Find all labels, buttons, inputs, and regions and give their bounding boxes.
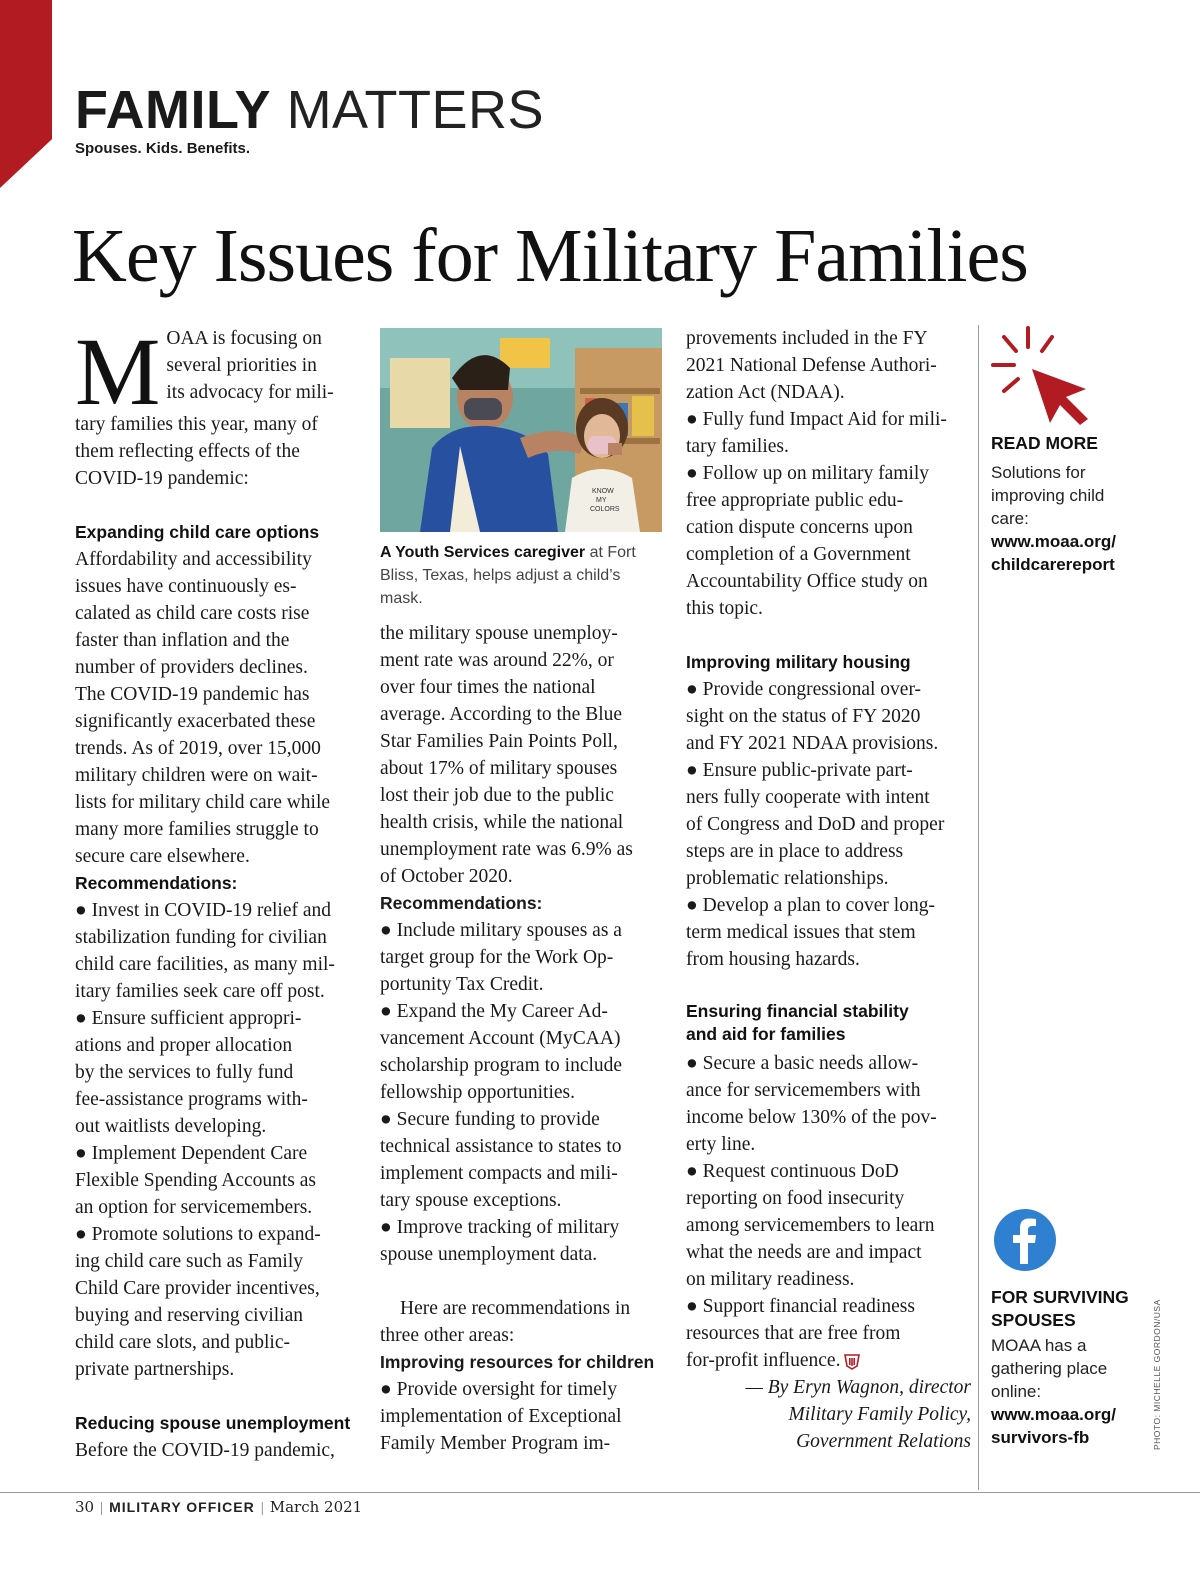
- text-line: calated as child care costs rise: [75, 603, 310, 624]
- surviving-spouses-text: online:: [991, 1382, 1042, 1401]
- text-line: average. According to the Blue: [380, 704, 623, 725]
- article-column-2: [380, 620, 665, 1457]
- text-line: about 17% of military spouses: [380, 758, 618, 779]
- surviving-spouses-link[interactable]: www.moaa.org/: [991, 1405, 1117, 1424]
- text-line: military children were on wait-: [75, 765, 318, 786]
- text-line: Here are recommendations in: [400, 1298, 631, 1319]
- bullet-line: income below 130% of the pov-: [686, 1107, 937, 1128]
- text-line: three other areas:: [380, 1325, 515, 1346]
- bullet-line: ations and proper allocation: [75, 1035, 293, 1056]
- bullet-line: resources that are free from: [686, 1323, 901, 1344]
- bullet-line: this topic.: [686, 598, 763, 619]
- bullet-line: fellowship opportunities.: [380, 1082, 575, 1103]
- read-more-text: improving child: [991, 486, 1105, 505]
- byline-line: Government Relations: [796, 1431, 971, 1452]
- last-line-text: for-profit influence.: [686, 1350, 841, 1371]
- text-line: provements included in the FY: [686, 328, 928, 349]
- bullet-line: completion of a Government: [686, 544, 911, 565]
- bullet-line: child care facilities, as many mil-: [75, 954, 335, 975]
- surviving-spouses-text: MOAA has a: [991, 1336, 1087, 1355]
- surviving-spouses-box: [991, 1286, 1161, 1449]
- byline-line: — By Eryn Wagnon, director: [745, 1377, 971, 1398]
- facebook-icon[interactable]: [993, 1208, 1057, 1272]
- bullet-line: ● Develop a plan to cover long-: [686, 895, 935, 916]
- text-line: over four times the national: [380, 677, 596, 698]
- bullet-line: ● Include military spouses as a: [380, 920, 622, 941]
- bullet-line: itary families seek care off post.: [75, 981, 325, 1002]
- bullet-line: ● Request continuous DoD: [686, 1161, 899, 1182]
- bullet-line: ance for servicemembers with: [686, 1080, 921, 1101]
- bullet-line: buying and reserving civilian: [75, 1305, 303, 1326]
- caption-text: at Fort Bliss, Texas, helps adjust a child’s mask.: [380, 544, 636, 607]
- drop-cap: M: [75, 318, 161, 425]
- bullet-line: ● Ensure sufficient appropri-: [75, 1008, 302, 1029]
- text-line: them reflecting effects of the: [75, 441, 300, 462]
- surviving-spouses-title: FOR SURVIVING: [991, 1287, 1129, 1307]
- bullet-line: ● Provide congressional over-: [686, 679, 922, 700]
- article-photo: [380, 328, 662, 532]
- text-line: faster than inflation and the: [75, 630, 290, 651]
- bullet-line: an option for servicemembers.: [75, 1197, 313, 1218]
- read-more-text: care:: [991, 509, 1029, 528]
- svg-text:COLORS: COLORS: [590, 506, 620, 513]
- surviving-spouses-text: gathering place: [991, 1359, 1108, 1378]
- bullet-line: among servicemembers to learn: [686, 1215, 935, 1236]
- bullet-line: ● Secure funding to provide: [380, 1109, 600, 1130]
- bullet-line: ● Fully fund Impact Aid for mili-: [686, 409, 947, 430]
- article-column-1: [75, 318, 360, 1464]
- subhead-spouse-unemployment: Reducing spouse unemployment: [75, 1413, 351, 1433]
- read-more-title: READ MORE: [991, 433, 1098, 453]
- subhead-financial-stability: Ensuring financial stability: [686, 1001, 909, 1021]
- text-line: unemployment rate was 6.9% as: [380, 839, 633, 860]
- bullet-line: ing child care such as Family: [75, 1251, 303, 1272]
- bullet-line: Flexible Spending Accounts as: [75, 1170, 317, 1191]
- bullet-line: private partnerships.: [75, 1359, 235, 1380]
- bullet-line: out waitlists developing.: [75, 1116, 267, 1137]
- issue-date: March 2021: [269, 1498, 363, 1516]
- page-title: Key Issues for Military Families: [72, 214, 1028, 298]
- read-more-box: [991, 432, 1161, 576]
- bullet-line: tary spouse exceptions.: [380, 1190, 562, 1211]
- bullet-line: fee-assistance programs with-: [75, 1089, 308, 1110]
- bullet-line: term medical issues that stem: [686, 922, 916, 943]
- text-line: Affordability and accessibility: [75, 549, 312, 570]
- text-line: trends. As of 2019, over 15,000: [75, 738, 321, 759]
- bullet-line: scholarship program to include: [380, 1055, 623, 1076]
- byline-line: Military Family Policy,: [788, 1404, 971, 1425]
- surviving-spouses-link[interactable]: survivors-fb: [991, 1428, 1090, 1447]
- bullet-line: problematic relationships.: [686, 868, 889, 889]
- subhead-military-housing: Improving military housing: [686, 652, 911, 672]
- bullet-line: ● Expand the My Career Ad-: [380, 1001, 608, 1022]
- photo-credit: PHOTO: MICHELLE GORDON/USA: [1152, 1299, 1162, 1450]
- bullet-line: reporting on food insecurity: [686, 1188, 905, 1209]
- text-line: the military spouse unemploy-: [380, 623, 618, 644]
- bullet-line: ● Support financial readiness: [686, 1296, 915, 1317]
- text-line: Before the COVID-19 pandemic,: [75, 1440, 335, 1461]
- bullet-line: tary families.: [686, 436, 789, 457]
- text-line: lists for military child care while: [75, 792, 331, 813]
- text-line: number of providers declines.: [75, 657, 308, 678]
- bullet-line: from housing hazards.: [686, 949, 860, 970]
- click-cursor-icon: [990, 325, 1090, 425]
- section-title-light: MATTERS: [286, 80, 545, 140]
- bullet-line: ● Implement Dependent Care: [75, 1143, 308, 1164]
- caregiver-photo-illustration: [380, 328, 662, 532]
- footer-rule: [0, 1492, 1200, 1493]
- bullet-line: free appropriate public edu-: [686, 490, 904, 511]
- bullet-line: portunity Tax Credit.: [380, 974, 544, 995]
- bullet-line: ● Ensure public-private part-: [686, 760, 913, 781]
- section-tagline: Spouses. Kids. Benefits.: [75, 140, 251, 157]
- bullet-line: ners fully cooperate with intent: [686, 787, 930, 808]
- recommendations-label: Recommendations:: [380, 893, 543, 913]
- bullet-line: Accountability Office study on: [686, 571, 928, 592]
- bullet-line: cation dispute concerns upon: [686, 517, 913, 538]
- bullet-line: by the services to fully fund: [75, 1062, 294, 1083]
- text-line: issues have continuously es-: [75, 576, 297, 597]
- text-line: lost their job due to the public: [380, 785, 614, 806]
- bullet-line: stabilization funding for civilian: [75, 927, 327, 948]
- bullet-line: ● Invest in COVID-19 relief and: [75, 900, 332, 921]
- bullet-line: ● Improve tracking of military: [380, 1217, 620, 1238]
- section-title: [75, 80, 544, 140]
- caption-lead: A Youth Services caregiver: [380, 544, 586, 561]
- column-divider: [978, 325, 979, 1490]
- text-line: [686, 1347, 971, 1374]
- bullet-line: spouse unemployment data.: [380, 1244, 598, 1265]
- article-column-3: [686, 325, 971, 1455]
- text-line: significantly exacerbated these: [75, 711, 316, 732]
- bullet-line: steps are in place to address: [686, 841, 904, 862]
- photo-caption: [380, 541, 665, 610]
- text-line: of October 2020.: [380, 866, 513, 887]
- bullet-line: on military readiness.: [686, 1269, 855, 1290]
- text-line: zation Act (NDAA).: [686, 382, 845, 403]
- section-title-bold: FAMILY: [75, 80, 272, 140]
- read-more-text: Solutions for: [991, 463, 1086, 482]
- text-line: health crisis, while the national: [380, 812, 624, 833]
- text-line: COVID-19 pandemic:: [75, 468, 249, 489]
- bullet-line: Child Care provider incentives,: [75, 1278, 320, 1299]
- text-line: many more families struggle to: [75, 819, 319, 840]
- text-line: secure care elsewhere.: [75, 846, 250, 867]
- surviving-spouses-title: SPOUSES: [991, 1310, 1076, 1330]
- bullet-line: implement compacts and mili-: [380, 1163, 618, 1184]
- publication-name: MILITARY OFFICER: [109, 1499, 255, 1515]
- text-line: Star Families Pain Points Poll,: [380, 731, 618, 752]
- bullet-line: target group for the Work Op-: [380, 947, 614, 968]
- text-line: 2021 National Defense Authori-: [686, 355, 937, 376]
- section-color-tab: [0, 0, 52, 188]
- bullet-line: ● Provide oversight for timely: [380, 1379, 618, 1400]
- text-line: ment rate was around 22%, or: [380, 650, 614, 671]
- bullet-line: ● Promote solutions to expand-: [75, 1224, 321, 1245]
- subhead-child-care: Expanding child care options: [75, 522, 320, 542]
- bullet-line: what the needs are and impact: [686, 1242, 922, 1263]
- bullet-line: Family Member Program im-: [380, 1433, 611, 1454]
- recommendations-label: Recommendations:: [75, 873, 238, 893]
- bullet-line: vancement Account (MyCAA): [380, 1028, 621, 1049]
- bullet-line: and FY 2021 NDAA provisions.: [686, 733, 939, 754]
- text-line: OAA is focusing on: [166, 328, 322, 349]
- bullet-line: child care slots, and public-: [75, 1332, 290, 1353]
- subhead-financial-stability-2: and aid for families: [686, 1024, 846, 1044]
- shirt-print: KNOW: [592, 488, 614, 495]
- text-line: The COVID-19 pandemic has: [75, 684, 310, 705]
- bullet-line: ● Secure a basic needs allow-: [686, 1053, 919, 1074]
- read-more-link[interactable]: www.moaa.org/: [991, 532, 1117, 551]
- text-line: its advocacy for mili-: [166, 382, 334, 403]
- page-footer: 30 | MILITARY OFFICER | March 2021: [75, 1498, 363, 1516]
- read-more-link[interactable]: childcarereport: [991, 555, 1115, 574]
- bullet-line: erty line.: [686, 1134, 756, 1155]
- bullet-line: technical assistance to states to: [380, 1136, 622, 1157]
- bullet-line: sight on the status of FY 2020: [686, 706, 921, 727]
- bullet-line: implementation of Exceptional: [380, 1406, 622, 1427]
- bullet-line: ● Follow up on military family: [686, 463, 930, 484]
- text-line: several priorities in: [166, 355, 317, 376]
- page-number: 30: [75, 1498, 95, 1516]
- subhead-children-resources: Improving resources for children: [380, 1352, 655, 1372]
- text-line: tary families this year, many of: [75, 414, 318, 435]
- end-mark-icon: [844, 1354, 860, 1370]
- bullet-line: of Congress and DoD and proper: [686, 814, 945, 835]
- svg-text:MY: MY: [596, 497, 607, 504]
